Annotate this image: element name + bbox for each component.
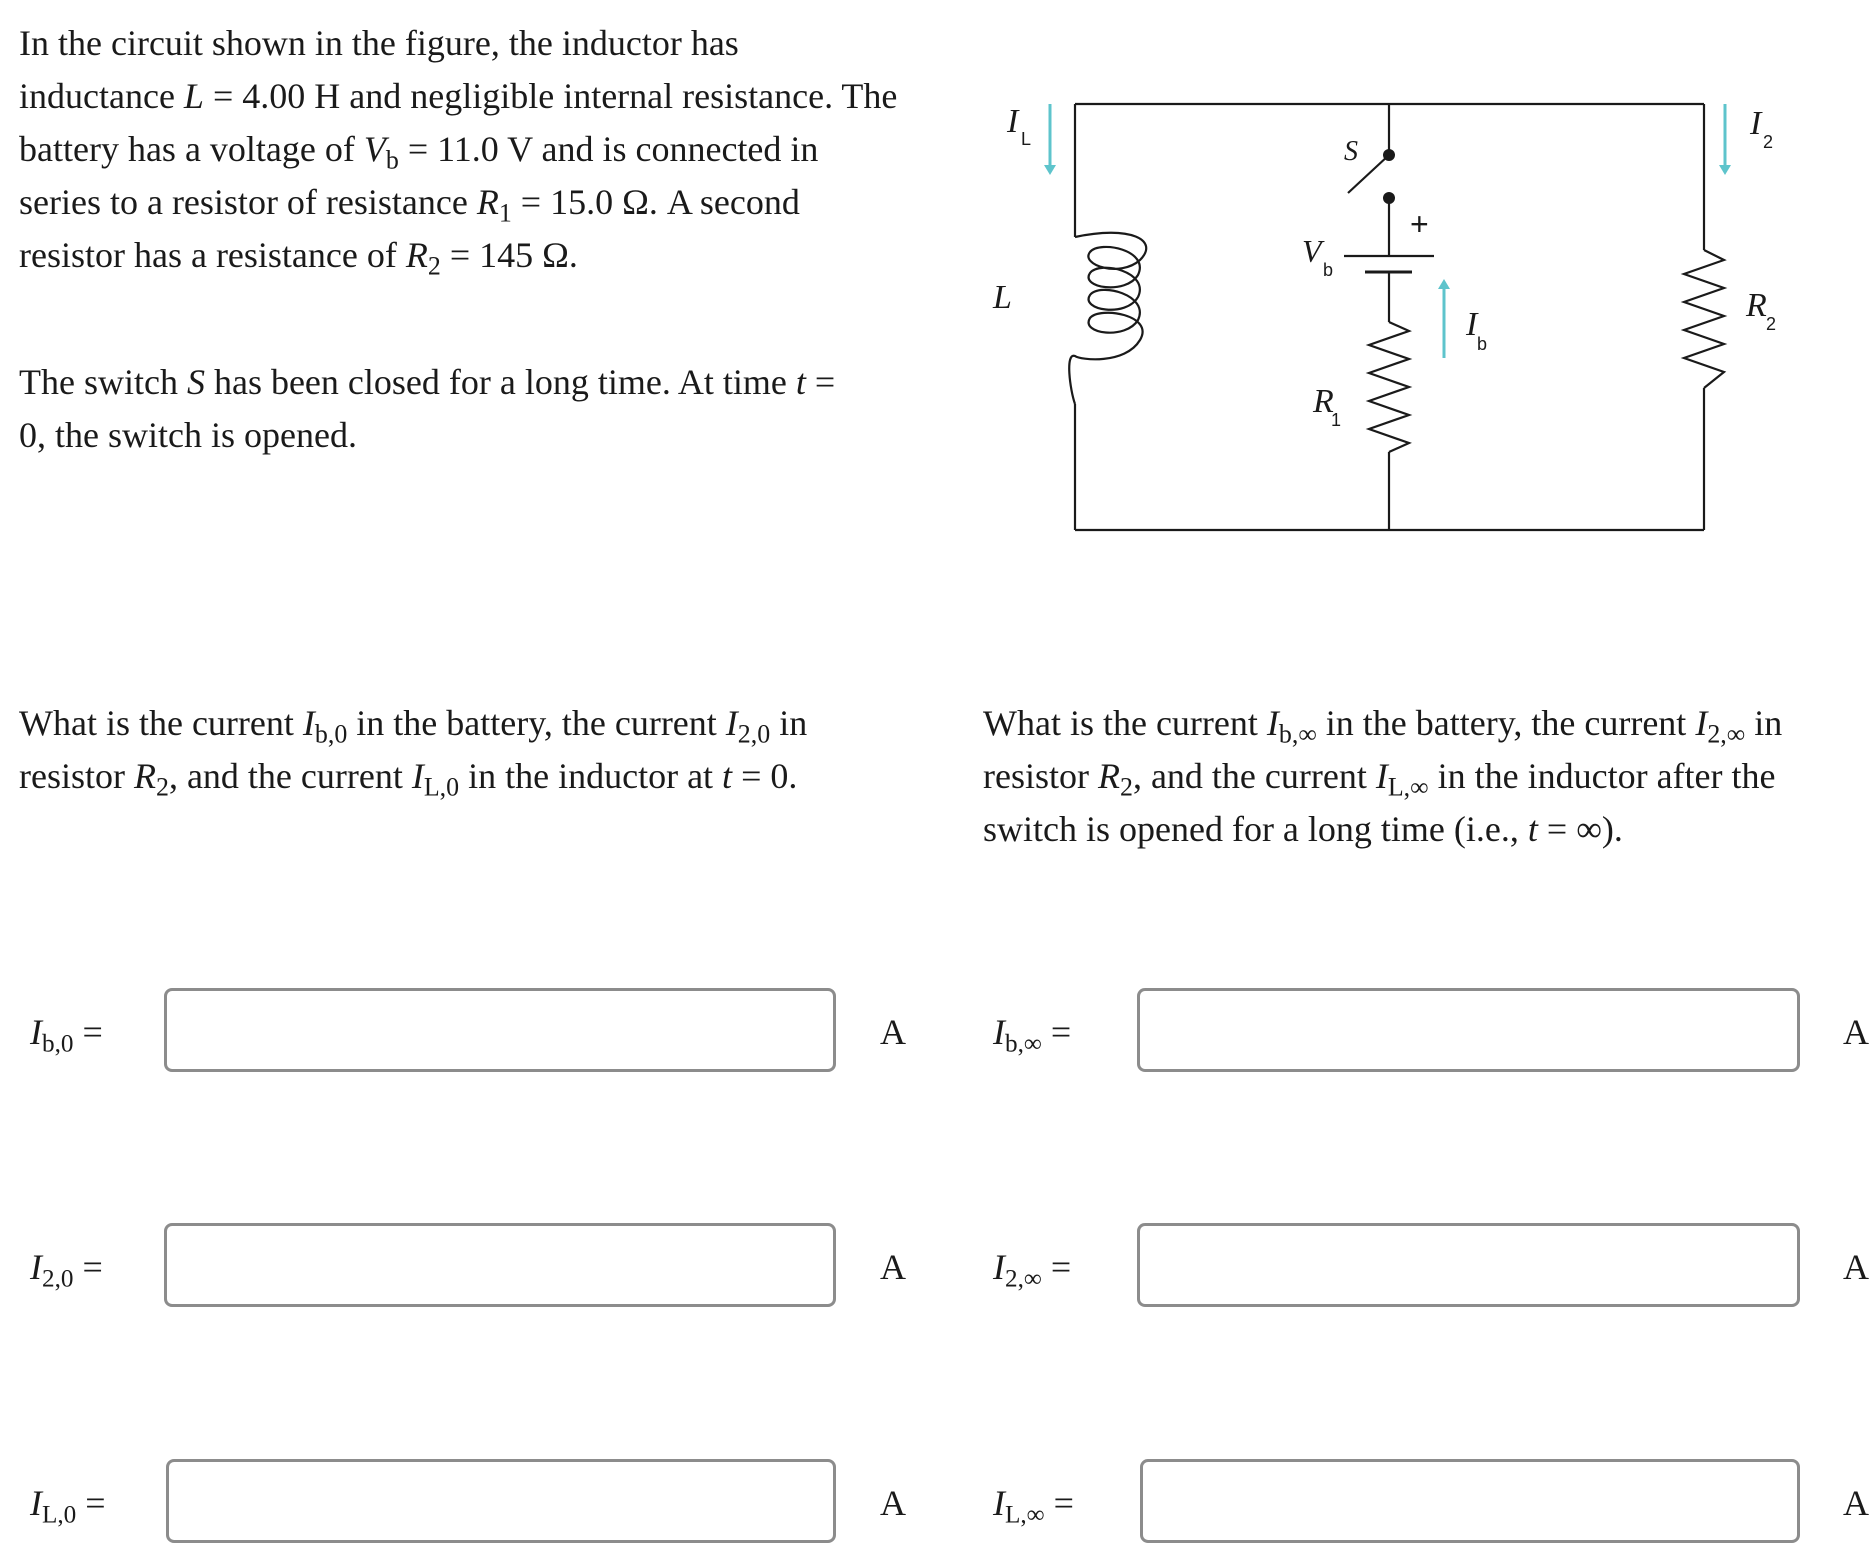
label-R1-sub: 1: [1331, 410, 1342, 430]
equals-sign: =: [1044, 1483, 1074, 1523]
statement-text: In the circuit shown in the figure, the inductor has inductance: [19, 23, 739, 116]
equals-sign: =: [73, 1247, 103, 1287]
answer-input-I2-inf[interactable]: [1137, 1223, 1800, 1307]
label-R1: R: [1313, 383, 1334, 420]
symbol-R2: R: [133, 756, 156, 796]
answer-var-sub: L,0: [42, 1501, 77, 1529]
statement-text: = 4.00 H and negligible internal resistance. The battery has a voltage of: [19, 76, 898, 169]
unit-I20: A: [880, 1247, 906, 1287]
question-text: in resistor: [983, 703, 1783, 796]
equals-sign: =: [1041, 1247, 1072, 1287]
question-at-infinity: [983, 697, 1863, 856]
answer-var: I: [30, 1247, 42, 1287]
symbol-t: t: [722, 756, 733, 796]
resistor-R2: [1684, 250, 1724, 388]
label-Ib0: [30, 1010, 103, 1058]
answer-var-sub: 2,∞: [1005, 1265, 1042, 1293]
symbol-R1-sub: 1: [498, 198, 512, 228]
answer-var: I: [993, 1247, 1005, 1287]
label-Ib-sub: b: [1477, 334, 1488, 354]
unit-I2-inf: A: [1843, 1247, 1869, 1287]
label-IL-inf: [993, 1481, 1074, 1529]
label-IL-sub: L: [1021, 129, 1032, 149]
symbol-R2-sub: 2: [1119, 772, 1133, 802]
switch-contact-bottom: [1383, 192, 1395, 204]
symbol-S: S: [186, 362, 205, 402]
equals-sign: =: [1041, 1012, 1072, 1052]
equals-sign: =: [73, 1012, 103, 1052]
battery-plus-sign: +: [1410, 206, 1429, 242]
symbol-Vb-sub: b: [385, 145, 399, 175]
answer-var-sub: b,∞: [1005, 1030, 1042, 1058]
symbol-R2-sub: 2: [427, 251, 441, 281]
unit-IL0: A: [880, 1483, 906, 1523]
symbol-Ib-inf-sub: b,∞: [1278, 719, 1317, 749]
symbol-IL0: I: [411, 756, 424, 796]
symbol-IL0-sub: L,0: [423, 772, 460, 802]
answer-input-IL0[interactable]: [166, 1459, 836, 1543]
statement-text: The switch: [19, 362, 187, 402]
symbol-R2: R: [1097, 756, 1120, 796]
symbol-Ib0: I: [302, 703, 315, 743]
statement-text: = 15.0 Ω. A second resistor has a resistance of: [19, 182, 800, 275]
symbol-I2-inf-sub: 2,∞: [1707, 719, 1746, 749]
question-text: What is the current: [983, 703, 1267, 743]
question-text: in the inductor after the switch is opened for a long time (i.e.,: [983, 756, 1776, 849]
equals-sign: =: [76, 1483, 106, 1523]
question-text: in the inductor at: [459, 756, 723, 796]
switch-statement: [19, 356, 839, 462]
symbol-R1: R: [476, 182, 499, 222]
statement-text: = 11.0 V and is connected in series to a resistor of resistance: [19, 129, 819, 222]
question-text: in the battery, the current: [347, 703, 726, 743]
circuit-diagram: [980, 90, 1800, 550]
label-Vb: V: [1302, 233, 1322, 269]
label-IL0: [30, 1481, 106, 1529]
symbol-I20-sub: 2,0: [737, 719, 771, 749]
answer-var: I: [993, 1483, 1005, 1523]
answer-var: I: [993, 1012, 1005, 1052]
question-text: in resistor: [19, 703, 808, 796]
symbol-R2-sub: 2: [155, 772, 169, 802]
label-I20: [30, 1245, 103, 1293]
question-text: What is the current: [19, 703, 303, 743]
label-Ib: I: [1466, 306, 1478, 343]
symbol-L: L: [183, 76, 204, 116]
label-I2-inf: [993, 1245, 1072, 1293]
question-at-t0: [19, 697, 899, 803]
answer-input-IL-inf[interactable]: [1140, 1459, 1800, 1543]
label-Vb-sub: b: [1323, 260, 1334, 280]
question-text: = ∞).: [1537, 809, 1623, 849]
label-R2-sub: 2: [1766, 314, 1777, 334]
answer-var: I: [30, 1012, 42, 1052]
symbol-Vb: V: [363, 129, 386, 169]
statement-text: = 0, the switch is opened.: [19, 362, 836, 455]
problem-statement: [19, 17, 899, 282]
symbol-t: t: [1527, 809, 1538, 849]
answer-input-Ib-inf[interactable]: [1137, 988, 1800, 1072]
question-text: , and the current: [168, 756, 412, 796]
answer-var-sub: L,∞: [1005, 1501, 1045, 1529]
label-I2: I: [1750, 105, 1762, 142]
answer-var: I: [30, 1483, 42, 1523]
symbol-R2: R: [405, 235, 428, 275]
inductor-coil: [1069, 233, 1146, 404]
symbol-t: t: [795, 362, 806, 402]
answer-var-sub: b,0: [42, 1030, 74, 1058]
label-Ib-inf: [993, 1010, 1072, 1058]
question-text: = 0.: [732, 756, 798, 796]
label-S: S: [1344, 136, 1358, 167]
answer-input-I20[interactable]: [164, 1223, 836, 1307]
question-text: , and the current: [1132, 756, 1376, 796]
symbol-I20: I: [725, 703, 738, 743]
statement-text: = 145 Ω.: [440, 235, 578, 275]
label-I2-sub: 2: [1763, 132, 1774, 152]
answer-var-sub: 2,0: [42, 1265, 74, 1293]
symbol-I2-inf: I: [1695, 703, 1708, 743]
symbol-IL-inf-sub: L,∞: [1387, 772, 1429, 802]
symbol-Ib0-sub: b,0: [314, 719, 348, 749]
statement-text: has been closed for a long time. At time: [204, 362, 796, 402]
resistor-R1: [1369, 322, 1409, 452]
symbol-Ib-inf: I: [1266, 703, 1279, 743]
symbol-IL-inf: I: [1375, 756, 1388, 796]
unit-Ib-inf: A: [1843, 1012, 1869, 1052]
label-IL: I: [1007, 103, 1019, 140]
switch-contact-top: [1383, 149, 1395, 161]
unit-IL-inf: A: [1843, 1483, 1869, 1523]
label-R2: R: [1746, 287, 1767, 324]
answer-input-Ib0[interactable]: [164, 988, 836, 1072]
unit-Ib0: A: [880, 1012, 906, 1052]
question-text: in the battery, the current: [1316, 703, 1696, 743]
label-L: L: [993, 279, 1012, 316]
